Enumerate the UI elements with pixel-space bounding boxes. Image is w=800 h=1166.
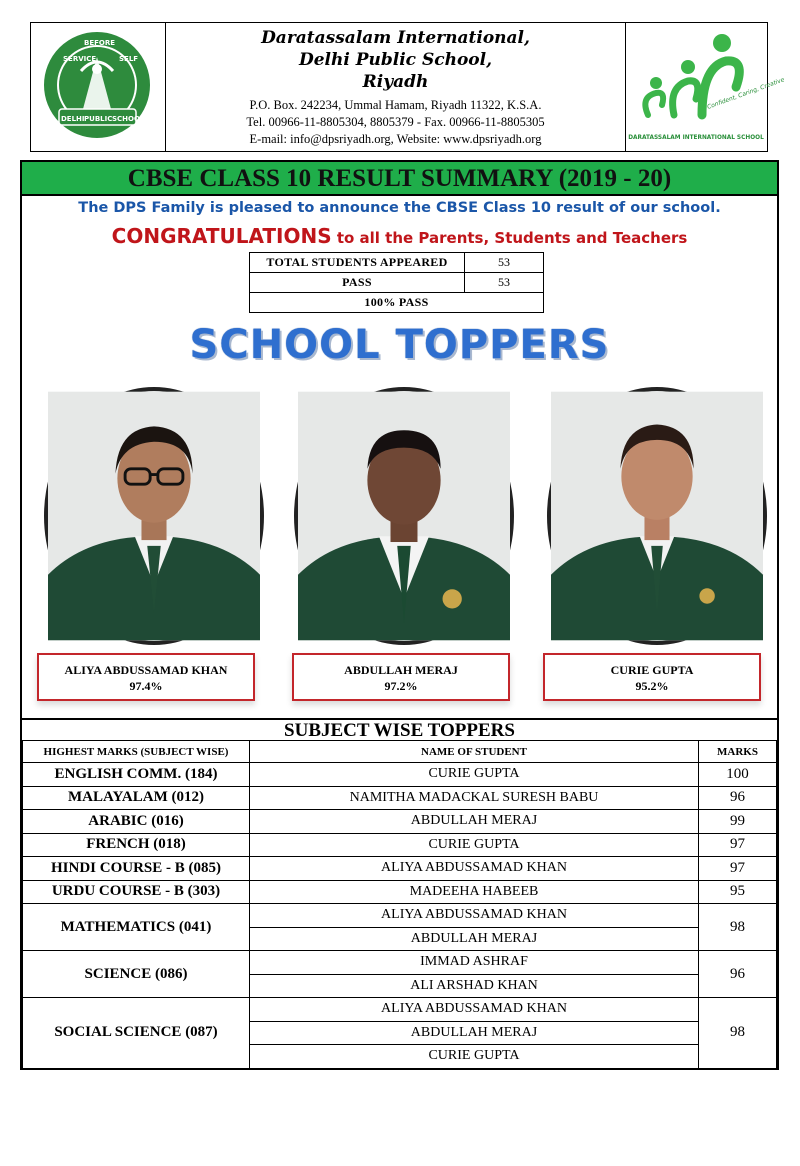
subject-toppers-heading: SUBJECT WISE TOPPERS bbox=[22, 718, 777, 740]
daratassalam-logo bbox=[625, 23, 786, 151]
student-cell: NAMITHA MADACKAL SURESH BABU bbox=[250, 786, 699, 810]
subject-cell: MALAYALAM (012) bbox=[23, 786, 250, 810]
topper-name: ALIYA ABDUSSAMAD KHAN bbox=[64, 663, 228, 677]
table-row bbox=[23, 857, 777, 881]
subject-cell: SCIENCE (086) bbox=[23, 951, 250, 998]
subject-cell: ARABIC (016) bbox=[23, 810, 250, 834]
table-row bbox=[23, 763, 777, 787]
topper-name: ABDULLAH MERAJ bbox=[344, 663, 458, 677]
student-cell: ABDULLAH MERAJ bbox=[250, 927, 699, 951]
marks-cell: 98 bbox=[699, 904, 777, 951]
marks-cell: 100 bbox=[699, 763, 777, 787]
table-row bbox=[23, 951, 777, 975]
topper-score: 95.2% bbox=[635, 679, 669, 693]
school-phone: Tel. 00966-11-8805304, 8805379 - Fax. 00966-11-8805305 bbox=[246, 115, 545, 129]
logo-band-right: SCHOOL bbox=[112, 115, 145, 123]
appeared-value: 53 bbox=[465, 253, 544, 273]
student-cell: MADEEHA HABEEB bbox=[250, 880, 699, 904]
topper-card-2 bbox=[292, 653, 510, 701]
logo-ring-top: BEFORE bbox=[84, 39, 116, 47]
marks-cell: 97 bbox=[699, 857, 777, 881]
student-portrait-icon bbox=[48, 391, 260, 641]
subject-cell: SOCIAL SCIENCE (087) bbox=[23, 998, 250, 1069]
student-cell: ALIYA ABDUSSAMAD KHAN bbox=[250, 998, 699, 1022]
logo-tagline: Confident, Caring, Creative bbox=[706, 76, 786, 111]
subject-cell: URDU COURSE - B (303) bbox=[23, 880, 250, 904]
subject-toppers-table bbox=[22, 740, 777, 1069]
subject-cell: HINDI COURSE - B (085) bbox=[23, 857, 250, 881]
table-row bbox=[23, 833, 777, 857]
student-cell: ALIYA ABDUSSAMAD KHAN bbox=[250, 857, 699, 881]
dps-emblem-icon bbox=[31, 23, 164, 151]
result-stats-table bbox=[249, 252, 544, 313]
figures-logo-icon bbox=[626, 23, 786, 151]
student-cell: ALIYA ABDUSSAMAD KHAN bbox=[250, 904, 699, 928]
student-cell: ABDULLAH MERAJ bbox=[250, 810, 699, 834]
table-row bbox=[23, 998, 777, 1022]
congrats-heading: CONGRATULATIONS bbox=[111, 224, 332, 248]
student-cell: ALI ARSHAD KHAN bbox=[250, 974, 699, 998]
school-contact: E-mail: info@dpsriyadh.org, Website: www.dpsriyadh.org bbox=[249, 132, 542, 146]
school-name-line-3: Riyadh bbox=[362, 72, 429, 92]
student-cell: CURIE GUPTA bbox=[250, 833, 699, 857]
topper-photo-3 bbox=[547, 387, 767, 645]
logo-band-mid: PUBLIC bbox=[84, 115, 113, 123]
subject-cell: ENGLISH COMM. (184) bbox=[23, 763, 250, 787]
school-toppers-heading: SCHOOL TOPPERS bbox=[189, 322, 610, 368]
school-info bbox=[166, 23, 625, 151]
page-title: CBSE CLASS 10 RESULT SUMMARY (2019 - 20) bbox=[22, 162, 777, 196]
congrats-text: to all the Parents, Students and Teachers bbox=[331, 229, 688, 247]
student-cell: CURIE GUPTA bbox=[250, 763, 699, 787]
appeared-label: TOTAL STUDENTS APPEARED bbox=[250, 253, 465, 273]
topper-score: 97.4% bbox=[129, 679, 163, 693]
logo-caption: DARATASSALAM INTERNATIONAL SCHOOL bbox=[628, 135, 764, 141]
school-name-line-2: Delhi Public School, bbox=[298, 50, 492, 70]
table-row bbox=[23, 880, 777, 904]
col-header-student: NAME OF STUDENT bbox=[250, 741, 699, 763]
topper-score: 97.2% bbox=[384, 679, 418, 693]
pass-value: 53 bbox=[465, 273, 544, 293]
stats-row-summary bbox=[250, 293, 544, 313]
topper-name: CURIE GUPTA bbox=[610, 663, 694, 677]
student-portrait-icon bbox=[298, 391, 510, 641]
announcement: The DPS Family is pleased to announce the CBSE Class 10 result of our school. bbox=[78, 200, 721, 216]
marks-cell: 99 bbox=[699, 810, 777, 834]
logo-ring-right: SELF bbox=[119, 55, 139, 63]
student-cell: ABDULLAH MERAJ bbox=[250, 1021, 699, 1045]
table-row bbox=[23, 904, 777, 928]
school-address: P.O. Box. 242234, Ummal Hamam, Riyadh 11322, K.S.A. bbox=[249, 98, 542, 112]
logo-ring-left: SERVICE bbox=[63, 55, 97, 63]
dps-logo bbox=[31, 23, 166, 151]
marks-cell: 95 bbox=[699, 880, 777, 904]
topper-photo-2 bbox=[294, 387, 514, 645]
topper-card-3 bbox=[543, 653, 761, 701]
col-header-subject: HIGHEST MARKS (SUBJECT WISE) bbox=[23, 741, 250, 763]
subject-cell: MATHEMATICS (041) bbox=[23, 904, 250, 951]
student-portrait-icon bbox=[551, 391, 763, 641]
stats-row-appeared bbox=[250, 253, 544, 273]
table-header-row bbox=[23, 741, 777, 763]
table-row bbox=[23, 810, 777, 834]
col-header-marks: MARKS bbox=[699, 741, 777, 763]
table-row bbox=[23, 786, 777, 810]
pass-summary: 100% PASS bbox=[250, 293, 544, 313]
pass-label: PASS bbox=[250, 273, 465, 293]
marks-cell: 96 bbox=[699, 786, 777, 810]
topper-photo-1 bbox=[44, 387, 264, 645]
topper-card-1 bbox=[37, 653, 255, 701]
student-cell: CURIE GUPTA bbox=[250, 1045, 699, 1069]
result-sheet bbox=[20, 160, 779, 1070]
congratulations-line bbox=[22, 224, 777, 248]
student-cell: IMMAD ASHRAF bbox=[250, 951, 699, 975]
school-name-line-1: Daratassalam International, bbox=[261, 28, 530, 48]
stats-row-pass bbox=[250, 273, 544, 293]
marks-cell: 96 bbox=[699, 951, 777, 998]
subject-cell: FRENCH (018) bbox=[23, 833, 250, 857]
marks-cell: 98 bbox=[699, 998, 777, 1069]
marks-cell: 97 bbox=[699, 833, 777, 857]
letterhead bbox=[30, 22, 786, 152]
logo-band-left: DELHI bbox=[61, 115, 85, 123]
